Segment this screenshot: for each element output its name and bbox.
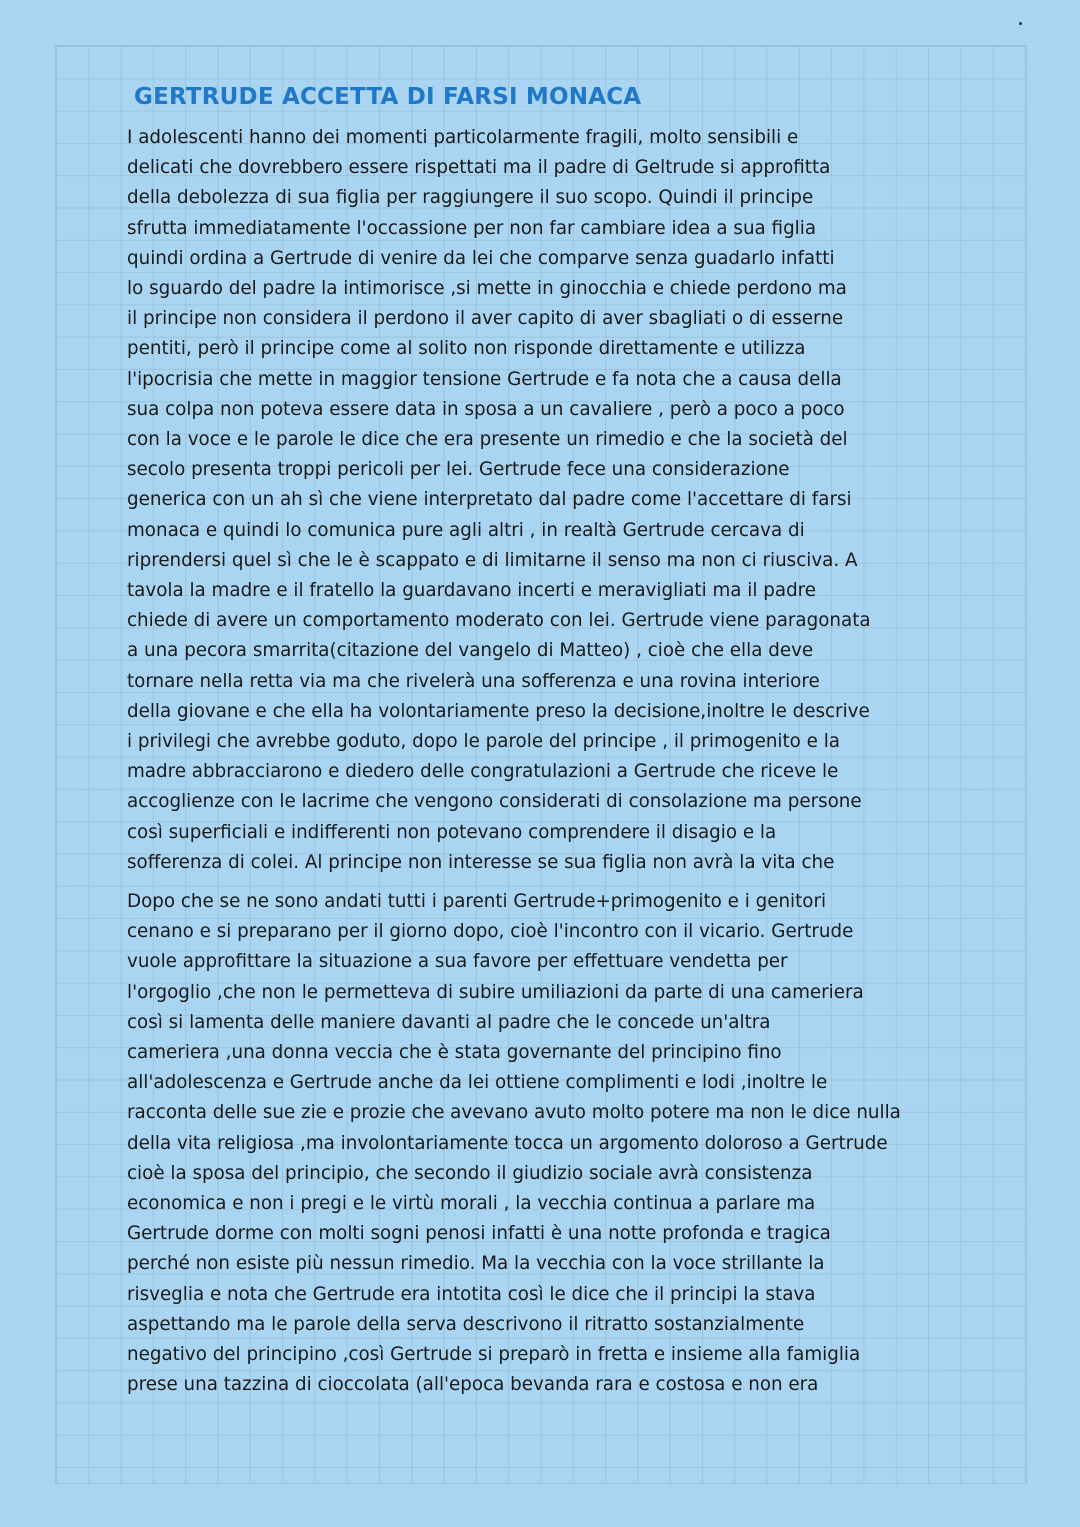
text-line: aspettando ma le parole della serva descrivono il ritratto sostanzialmente [127, 1313, 805, 1335]
text-line: a una pecora smarrita(citazione del vangelo di Matteo) , cioè che ella deve [127, 640, 814, 662]
text-line: riprendersi quel sì che le è scappato e di limitarne il senso ma non ci riusciva. A [127, 549, 858, 571]
text-line: della vita religiosa ,ma involontariamente tocca un argomento doloroso a Gertrude [127, 1132, 888, 1154]
text-line: accoglienze con le lacrime che vengono considerati di consolazione ma persone [127, 791, 862, 813]
text-line: negativo del principino ,così Gertrude si preparò in fretta e insieme alla famiglia [127, 1344, 861, 1366]
text-line: Dopo che se ne sono andati tutti i parenti Gertrude+primogenito e i genitori [127, 891, 827, 912]
text-line: cioè la sposa del principio, che secondo il giudizio sociale avrà consistenza [127, 1162, 813, 1184]
text-line: cenano e si preparano per il giorno dopo, cioè l'incontro con il vicario. Gertrude [127, 921, 854, 943]
text-line: pentiti, però il principe come al solito non risponde direttamente e utilizza [127, 338, 806, 360]
text-line: all'adolescenza e Gertrude anche da lei ottiene complimenti e lodi ,inoltre le [127, 1072, 828, 1094]
text-line: sofferenza di colei. Al principe non interesse se sua figlia non avrà la vita che [127, 851, 835, 873]
text-line: secolo presenta troppi pericoli per lei. Gertrude fece una considerazione [127, 459, 790, 481]
text-line: così superficiali e indifferenti non potevano comprendere il disagio e la [127, 821, 777, 843]
text-line: prese una tazzina di cioccolata (all'epoca bevanda rara e costosa e non era [127, 1374, 819, 1396]
text-line: monaca e quindi lo comunica pure agli altri , in realtà Gertrude cercava di [127, 519, 805, 541]
document-title: GERTRUDE ACCETTA DI FARSI MONACA [134, 84, 642, 110]
text-line: racconta delle sue zie e prozie che avevano avuto molto potere ma non le dice nulla [127, 1102, 901, 1124]
text-line: sua colpa non poteva essere data in sposa a un cavaliere , però a poco a poco [127, 398, 845, 420]
text-line: madre abbracciarono e diedero delle congratulazioni a Gertrude che riceve le [127, 761, 839, 783]
text-line: tavola la madre e il fratello la guardavano incerti e meravigliati ma il padre [127, 580, 817, 602]
paragraph-2 [127, 887, 957, 1400]
text-line: generica con un ah sì che viene interpretato dal padre come l'accettare di farsi [127, 489, 852, 511]
text-line: economica e non i pregi e le virtù morali , la vecchia continua a parlare ma [127, 1193, 816, 1215]
text-line: della debolezza di sua figlia per raggiungere il suo scopo. Quindi il principe [127, 187, 814, 209]
text-line: tornare nella retta via ma che rivelerà una sofferenza e una rovina interiore [127, 670, 820, 692]
text-line: quindi ordina a Gertrude di venire da lei che comparve senza guadarlo infatti [127, 247, 835, 269]
text-line: Gertrude dorme con molti sogni penosi infatti è una notte profonda e tragica [127, 1223, 831, 1245]
text-line: della giovane e che ella ha volontariamente preso la decisione,inoltre le descrive [127, 700, 870, 722]
text-line: I adolescenti hanno dei momenti particolarmente fragili, molto sensibili e [127, 127, 799, 148]
corner-dot [1019, 22, 1022, 25]
paragraph-1 [127, 123, 957, 878]
text-line: chiede di avere un comportamento moderato con lei. Gertrude viene paragonata [127, 610, 871, 632]
text-line: cameriera ,una donna veccia che è stata governante del principino fino [127, 1042, 782, 1064]
text-line: sfrutta immediatamente l'occassione per non far cambiare idea a sua figlia [127, 217, 817, 239]
text-line: con la voce e le parole le dice che era presente un rimedio e che la società del [127, 429, 848, 451]
text-line: i privilegi che avrebbe goduto, dopo le parole del principe , il primogenito e la [127, 731, 841, 753]
text-line: perché non esiste più nessun rimedio. Ma la vecchia con la voce strillante la [127, 1253, 825, 1275]
text-line: l'ipocrisia che mette in maggior tensione Gertrude e fa nota che a causa della [127, 368, 842, 390]
text-line: risveglia e nota che Gertrude era intotita così le dice che il principi la stava [127, 1283, 816, 1305]
text-line: l'orgoglio ,che non le permetteva di subire umiliazioni da parte di una cameriera [127, 981, 864, 1003]
text-line: lo sguardo del padre la intimorisce ,si mette in ginocchia e chiede perdono ma [127, 278, 847, 300]
text-line: delicati che dovrebbero essere rispettati ma il padre di Geltrude si approfitta [127, 157, 831, 179]
text-line: il principe non considera il perdono il aver capito di aver sbagliati o di esserne [127, 308, 844, 330]
text-line: vuole approfittare la situazione a sua favore per effettuare vendetta per [127, 951, 788, 973]
text-line: così si lamenta delle maniere davanti al padre che le concede un'altra [127, 1011, 771, 1033]
